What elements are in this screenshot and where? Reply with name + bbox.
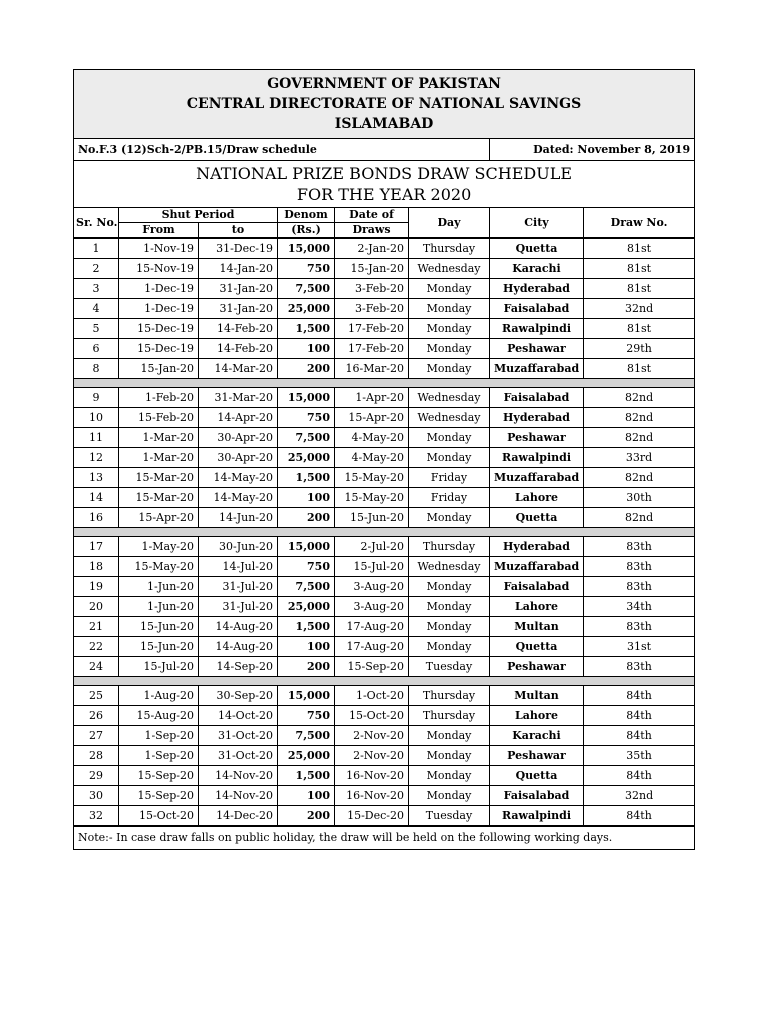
city-cell: Hyderabad	[490, 408, 584, 428]
shut-to-cell: 31-Mar-20	[199, 388, 278, 408]
denomination-cell: 25,000	[278, 448, 335, 468]
group-separator	[74, 677, 695, 686]
sr-no-cell: 19	[74, 577, 119, 597]
group-separator-cell	[74, 379, 695, 388]
shut-to-cell: 31-Oct-20	[199, 746, 278, 766]
table-row	[74, 238, 695, 259]
draw-date-cell: 2-Nov-20	[335, 746, 409, 766]
draw-day-cell: Wednesday	[409, 557, 490, 577]
table-row	[74, 299, 695, 319]
draw-date-cell: 3-Aug-20	[335, 577, 409, 597]
sr-no-cell: 16	[74, 508, 119, 528]
table-row	[74, 657, 695, 677]
shut-from-cell: 1-Jun-20	[119, 597, 199, 617]
table-row	[74, 279, 695, 299]
shut-from-cell: 15-Sep-20	[119, 786, 199, 806]
denomination-cell: 7,500	[278, 428, 335, 448]
draw-number-cell: 83th	[584, 577, 695, 597]
table-row	[74, 706, 695, 726]
col-city: City	[490, 208, 584, 239]
city-cell: Multan	[490, 686, 584, 706]
draw-number-cell: 83th	[584, 657, 695, 677]
draw-date-cell: 2-Jul-20	[335, 537, 409, 557]
title-line-1: NATIONAL PRIZE BONDS DRAW SCHEDULE	[196, 164, 572, 183]
shut-to-cell: 31-Jul-20	[199, 577, 278, 597]
shut-to-cell: 31-Dec-19	[199, 238, 278, 259]
shut-from-cell: 15-Sep-20	[119, 766, 199, 786]
denomination-cell: 1,500	[278, 468, 335, 488]
city-cell: Karachi	[490, 259, 584, 279]
denomination-cell: 200	[278, 359, 335, 379]
denomination-cell: 25,000	[278, 299, 335, 319]
sr-no-cell: 24	[74, 657, 119, 677]
draw-date-cell: 2-Jan-20	[335, 238, 409, 259]
draw-number-cell: 83th	[584, 557, 695, 577]
shut-from-cell: 15-Jan-20	[119, 359, 199, 379]
sr-no-cell: 2	[74, 259, 119, 279]
draw-date-cell: 15-Jan-20	[335, 259, 409, 279]
denomination-cell: 750	[278, 259, 335, 279]
city-cell: Hyderabad	[490, 537, 584, 557]
denomination-cell: 750	[278, 557, 335, 577]
sr-no-cell: 25	[74, 686, 119, 706]
shut-to-cell: 14-Apr-20	[199, 408, 278, 428]
shut-from-cell: 1-Jun-20	[119, 577, 199, 597]
draw-day-cell: Thursday	[409, 537, 490, 557]
col-sr-no: Sr. No.	[74, 208, 119, 239]
group-separator	[74, 379, 695, 388]
draw-date-cell: 17-Aug-20	[335, 637, 409, 657]
note-row	[74, 826, 695, 850]
draw-number-cell: 84th	[584, 806, 695, 827]
draw-date-cell: 2-Nov-20	[335, 726, 409, 746]
draw-day-cell: Friday	[409, 488, 490, 508]
sr-no-cell: 9	[74, 388, 119, 408]
draw-day-cell: Monday	[409, 577, 490, 597]
city-cell: Rawalpindi	[490, 806, 584, 827]
draw-number-cell: 84th	[584, 706, 695, 726]
table-row	[74, 359, 695, 379]
draw-date-cell: 17-Feb-20	[335, 319, 409, 339]
shut-to-cell: 31-Jan-20	[199, 279, 278, 299]
schedule-title	[74, 161, 695, 208]
city-cell: Peshawar	[490, 657, 584, 677]
draw-day-cell: Thursday	[409, 686, 490, 706]
denomination-cell: 200	[278, 806, 335, 827]
shut-from-cell: 15-May-20	[119, 557, 199, 577]
shut-to-cell: 31-Oct-20	[199, 726, 278, 746]
city-cell: Lahore	[490, 597, 584, 617]
header-row	[74, 70, 695, 139]
draw-date-cell: 15-May-20	[335, 468, 409, 488]
draw-day-cell: Monday	[409, 508, 490, 528]
draw-day-cell: Monday	[409, 339, 490, 359]
shut-to-cell: 14-Aug-20	[199, 617, 278, 637]
denomination-cell: 200	[278, 508, 335, 528]
group-separator-cell	[74, 528, 695, 537]
draw-date-cell: 17-Feb-20	[335, 339, 409, 359]
draw-number-cell: 32nd	[584, 299, 695, 319]
table-row	[74, 746, 695, 766]
draw-number-cell: 30th	[584, 488, 695, 508]
shut-to-cell: 30-Sep-20	[199, 686, 278, 706]
issuer-header	[74, 70, 695, 139]
table-row	[74, 766, 695, 786]
shut-from-cell: 15-Jul-20	[119, 657, 199, 677]
shut-from-cell: 1-Dec-19	[119, 279, 199, 299]
city-cell: Faisalabad	[490, 299, 584, 319]
denomination-cell: 1,500	[278, 766, 335, 786]
group-separator-cell	[74, 677, 695, 686]
shut-to-cell: 14-Jan-20	[199, 259, 278, 279]
draw-date-cell: 15-Apr-20	[335, 408, 409, 428]
shut-from-cell: 1-Sep-20	[119, 746, 199, 766]
title-row	[74, 161, 695, 208]
col-day: Day	[409, 208, 490, 239]
shut-from-cell: 15-Dec-19	[119, 319, 199, 339]
draw-date-cell: 16-Mar-20	[335, 359, 409, 379]
header-line-2: CENTRAL DIRECTORATE OF NATIONAL SAVINGS	[186, 96, 582, 112]
draw-date-cell: 15-May-20	[335, 488, 409, 508]
shut-from-cell: 15-Feb-20	[119, 408, 199, 428]
table-row	[74, 339, 695, 359]
shut-from-cell: 15-Jun-20	[119, 617, 199, 637]
shut-to-cell: 30-Apr-20	[199, 428, 278, 448]
draw-day-cell: Monday	[409, 637, 490, 657]
sr-no-cell: 1	[74, 238, 119, 259]
col-from: From	[119, 223, 199, 239]
draw-day-cell: Monday	[409, 319, 490, 339]
column-header-row-1	[74, 208, 695, 223]
sr-no-cell: 6	[74, 339, 119, 359]
table-row	[74, 428, 695, 448]
table-row	[74, 786, 695, 806]
denomination-cell: 7,500	[278, 726, 335, 746]
shut-to-cell: 31-Jan-20	[199, 299, 278, 319]
col-to: to	[199, 223, 278, 239]
draw-date-cell: 15-Oct-20	[335, 706, 409, 726]
draw-date-cell: 1-Apr-20	[335, 388, 409, 408]
draw-number-cell: 81st	[584, 319, 695, 339]
shut-from-cell: 15-Apr-20	[119, 508, 199, 528]
city-cell: Rawalpindi	[490, 448, 584, 468]
sr-no-cell: 27	[74, 726, 119, 746]
group-separator	[74, 528, 695, 537]
shut-to-cell: 14-Sep-20	[199, 657, 278, 677]
table-row	[74, 537, 695, 557]
table-row	[74, 557, 695, 577]
table-row	[74, 508, 695, 528]
shut-to-cell: 14-Nov-20	[199, 786, 278, 806]
draw-day-cell: Wednesday	[409, 388, 490, 408]
sr-no-cell: 22	[74, 637, 119, 657]
denomination-cell: 15,000	[278, 388, 335, 408]
shut-to-cell: 14-Dec-20	[199, 806, 278, 827]
draw-day-cell: Thursday	[409, 238, 490, 259]
header-line-1: GOVERNMENT OF PAKISTAN	[267, 76, 501, 92]
draw-day-cell: Tuesday	[409, 657, 490, 677]
shut-from-cell: 1-Mar-20	[119, 428, 199, 448]
draw-schedule-table	[73, 69, 695, 850]
draw-day-cell: Monday	[409, 448, 490, 468]
col-denom: Denom	[278, 208, 335, 223]
table-row	[74, 388, 695, 408]
table-row	[74, 637, 695, 657]
city-cell: Quetta	[490, 508, 584, 528]
city-cell: Muzaffarabad	[490, 468, 584, 488]
draw-day-cell: Monday	[409, 428, 490, 448]
city-cell: Karachi	[490, 726, 584, 746]
draw-date-cell: 1-Oct-20	[335, 686, 409, 706]
draw-number-cell: 84th	[584, 726, 695, 746]
shut-to-cell: 14-May-20	[199, 468, 278, 488]
shut-to-cell: 30-Jun-20	[199, 537, 278, 557]
draw-number-cell: 82nd	[584, 388, 695, 408]
reference-date: Dated: November 8, 2019	[490, 139, 695, 161]
denomination-cell: 7,500	[278, 577, 335, 597]
denomination-cell: 750	[278, 408, 335, 428]
shut-from-cell: 1-Dec-19	[119, 299, 199, 319]
sr-no-cell: 20	[74, 597, 119, 617]
table-row	[74, 726, 695, 746]
draw-schedule-sheet	[73, 69, 694, 850]
shut-from-cell: 15-Oct-20	[119, 806, 199, 827]
sr-no-cell: 10	[74, 408, 119, 428]
sr-no-cell: 12	[74, 448, 119, 468]
shut-to-cell: 14-May-20	[199, 488, 278, 508]
sr-no-cell: 26	[74, 706, 119, 726]
draw-date-cell: 16-Nov-20	[335, 766, 409, 786]
shut-to-cell: 14-Feb-20	[199, 339, 278, 359]
shut-from-cell: 1-Feb-20	[119, 388, 199, 408]
draw-number-cell: 34th	[584, 597, 695, 617]
sr-no-cell: 30	[74, 786, 119, 806]
shut-to-cell: 14-Nov-20	[199, 766, 278, 786]
city-cell: Muzaffarabad	[490, 557, 584, 577]
draw-day-cell: Monday	[409, 279, 490, 299]
shut-to-cell: 14-Mar-20	[199, 359, 278, 379]
draw-day-cell: Wednesday	[409, 259, 490, 279]
draw-date-cell: 17-Aug-20	[335, 617, 409, 637]
draw-day-cell: Friday	[409, 468, 490, 488]
draw-date-cell: 15-Dec-20	[335, 806, 409, 827]
draw-day-cell: Monday	[409, 617, 490, 637]
shut-from-cell: 15-Mar-20	[119, 488, 199, 508]
shut-from-cell: 15-Dec-19	[119, 339, 199, 359]
draw-day-cell: Monday	[409, 299, 490, 319]
sr-no-cell: 18	[74, 557, 119, 577]
city-cell: Rawalpindi	[490, 319, 584, 339]
draw-number-cell: 81st	[584, 279, 695, 299]
draw-day-cell: Monday	[409, 786, 490, 806]
shut-from-cell: 15-Nov-19	[119, 259, 199, 279]
table-row	[74, 488, 695, 508]
col-denom-unit: (Rs.)	[278, 223, 335, 239]
draw-day-cell: Thursday	[409, 706, 490, 726]
denomination-cell: 750	[278, 706, 335, 726]
table-row	[74, 806, 695, 827]
shut-to-cell: 30-Apr-20	[199, 448, 278, 468]
shut-to-cell: 31-Jul-20	[199, 597, 278, 617]
draw-date-cell: 4-May-20	[335, 428, 409, 448]
shut-from-cell: 1-Nov-19	[119, 238, 199, 259]
shut-to-cell: 14-Jun-20	[199, 508, 278, 528]
denomination-cell: 100	[278, 339, 335, 359]
draw-date-cell: 15-Jun-20	[335, 508, 409, 528]
city-cell: Peshawar	[490, 339, 584, 359]
draw-number-cell: 83th	[584, 617, 695, 637]
title-line-2: FOR THE YEAR 2020	[296, 185, 472, 204]
table-row	[74, 408, 695, 428]
table-row	[74, 597, 695, 617]
draw-number-cell: 81st	[584, 238, 695, 259]
sr-no-cell: 32	[74, 806, 119, 827]
city-cell: Faisalabad	[490, 388, 584, 408]
table-row	[74, 468, 695, 488]
draw-date-cell: 3-Feb-20	[335, 299, 409, 319]
draw-number-cell: 82nd	[584, 408, 695, 428]
draw-number-cell: 84th	[584, 686, 695, 706]
denomination-cell: 200	[278, 657, 335, 677]
denomination-cell: 15,000	[278, 686, 335, 706]
shut-to-cell: 14-Jul-20	[199, 557, 278, 577]
table-row	[74, 448, 695, 468]
city-cell: Quetta	[490, 238, 584, 259]
sr-no-cell: 4	[74, 299, 119, 319]
denomination-cell: 25,000	[278, 746, 335, 766]
shut-from-cell: 15-Jun-20	[119, 637, 199, 657]
shut-from-cell: 1-May-20	[119, 537, 199, 557]
city-cell: Faisalabad	[490, 577, 584, 597]
city-cell: Quetta	[490, 766, 584, 786]
draw-day-cell: Monday	[409, 359, 490, 379]
draw-number-cell: 83th	[584, 537, 695, 557]
table-row	[74, 577, 695, 597]
draw-date-cell: 3-Aug-20	[335, 597, 409, 617]
denomination-cell: 1,500	[278, 617, 335, 637]
denomination-cell: 15,000	[278, 238, 335, 259]
draw-day-cell: Monday	[409, 766, 490, 786]
sr-no-cell: 3	[74, 279, 119, 299]
sr-no-cell: 29	[74, 766, 119, 786]
reference-number: No.F.3 (12)Sch-2/PB.15/Draw schedule	[74, 139, 490, 161]
shut-from-cell: 1-Sep-20	[119, 726, 199, 746]
sr-no-cell: 5	[74, 319, 119, 339]
city-cell: Hyderabad	[490, 279, 584, 299]
draw-date-cell: 4-May-20	[335, 448, 409, 468]
table-row	[74, 617, 695, 637]
shut-from-cell: 1-Aug-20	[119, 686, 199, 706]
city-cell: Muzaffarabad	[490, 359, 584, 379]
denomination-cell: 100	[278, 786, 335, 806]
sr-no-cell: 28	[74, 746, 119, 766]
draw-number-cell: 35th	[584, 746, 695, 766]
draw-number-cell: 82nd	[584, 468, 695, 488]
shut-to-cell: 14-Feb-20	[199, 319, 278, 339]
draw-day-cell: Monday	[409, 726, 490, 746]
shut-from-cell: 15-Aug-20	[119, 706, 199, 726]
draw-number-cell: 33rd	[584, 448, 695, 468]
denomination-cell: 15,000	[278, 537, 335, 557]
city-cell: Peshawar	[490, 746, 584, 766]
draw-number-cell: 82nd	[584, 428, 695, 448]
city-cell: Faisalabad	[490, 786, 584, 806]
draw-number-cell: 29th	[584, 339, 695, 359]
draw-day-cell: Tuesday	[409, 806, 490, 827]
table-row	[74, 686, 695, 706]
draw-day-cell: Monday	[409, 746, 490, 766]
draw-number-cell: 84th	[584, 766, 695, 786]
city-cell: Quetta	[490, 637, 584, 657]
shut-from-cell: 1-Mar-20	[119, 448, 199, 468]
shut-from-cell: 15-Mar-20	[119, 468, 199, 488]
sr-no-cell: 17	[74, 537, 119, 557]
draw-day-cell: Monday	[409, 597, 490, 617]
col-draw-no: Draw No.	[584, 208, 695, 239]
footnote: Note:- In case draw falls on public holiday, the draw will be held on the following working days.	[74, 826, 695, 850]
sr-no-cell: 11	[74, 428, 119, 448]
draw-date-cell: 15-Sep-20	[335, 657, 409, 677]
header-line-3: ISLAMABAD	[334, 116, 434, 132]
draw-date-cell: 15-Jul-20	[335, 557, 409, 577]
sr-no-cell: 21	[74, 617, 119, 637]
col-shut-period: Shut Period	[119, 208, 278, 223]
denomination-cell: 7,500	[278, 279, 335, 299]
shut-to-cell: 14-Oct-20	[199, 706, 278, 726]
table-row	[74, 319, 695, 339]
draw-number-cell: 81st	[584, 359, 695, 379]
draw-date-cell: 3-Feb-20	[335, 279, 409, 299]
city-cell: Lahore	[490, 706, 584, 726]
draw-number-cell: 31st	[584, 637, 695, 657]
sr-no-cell: 8	[74, 359, 119, 379]
denomination-cell: 25,000	[278, 597, 335, 617]
city-cell: Multan	[490, 617, 584, 637]
col-draws: Draws	[335, 223, 409, 239]
draw-day-cell: Wednesday	[409, 408, 490, 428]
table-row	[74, 259, 695, 279]
draw-number-cell: 82nd	[584, 508, 695, 528]
reference-row	[74, 139, 695, 161]
draw-number-cell: 81st	[584, 259, 695, 279]
city-cell: Peshawar	[490, 428, 584, 448]
draw-number-cell: 32nd	[584, 786, 695, 806]
sr-no-cell: 13	[74, 468, 119, 488]
denomination-cell: 100	[278, 488, 335, 508]
city-cell: Lahore	[490, 488, 584, 508]
shut-to-cell: 14-Aug-20	[199, 637, 278, 657]
draw-date-cell: 16-Nov-20	[335, 786, 409, 806]
sr-no-cell: 14	[74, 488, 119, 508]
denomination-cell: 1,500	[278, 319, 335, 339]
col-date: Date of	[335, 208, 409, 223]
denomination-cell: 100	[278, 637, 335, 657]
